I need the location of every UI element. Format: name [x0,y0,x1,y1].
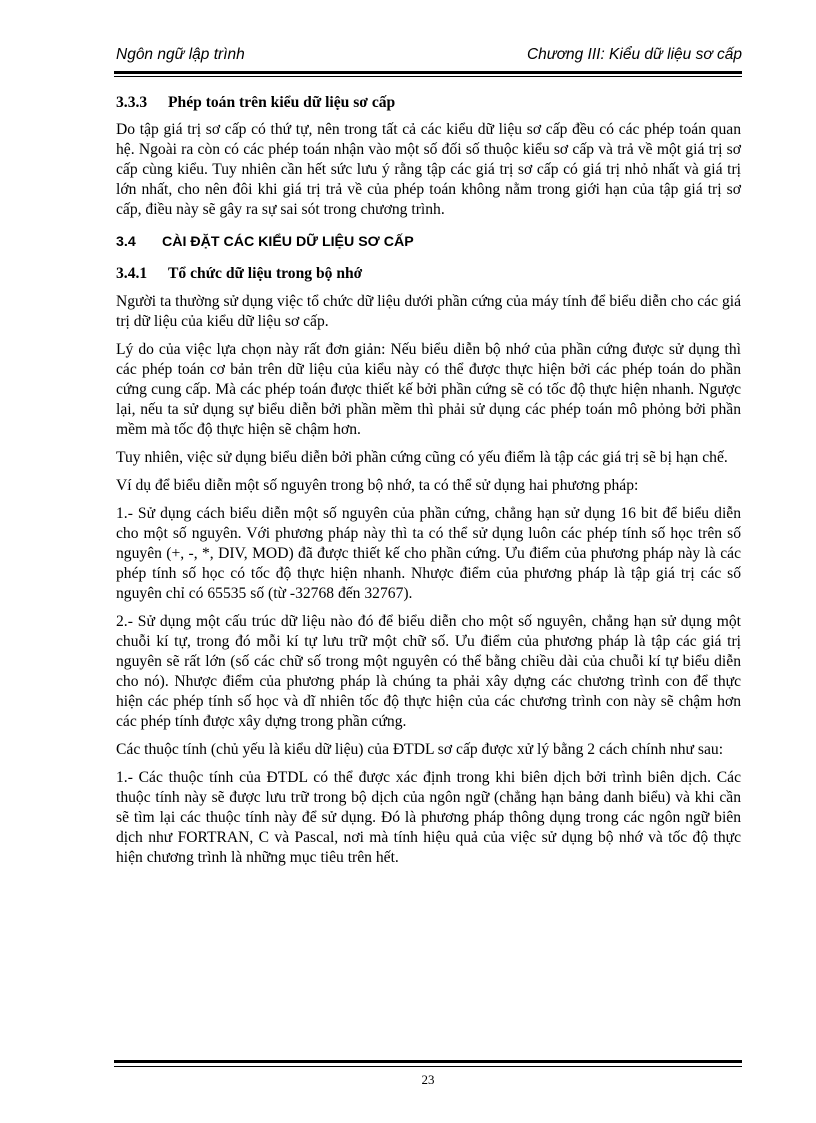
page-body [116,88,741,876]
paragraph: Người ta thường sử dụng việc tổ chức dữ liệu dưới phần cứng của máy tính để biểu diễn cho các giá trị dữ liệu của kiểu dữ liệu sơ cấp. [116,293,741,330]
section-title: CÀI ĐẶT CÁC KIỂU DỮ LIỆU SƠ CẤP [162,234,414,250]
paragraph: 2.- Sử dụng một cấu trúc dữ liệu nào đó để biểu diễn cho một số nguyên, chẳng hạn sử dụng một chuỗi kí tự, trong đó mỗi kí tự lưu trữ một chữ số. Ưu điểm của phương pháp là tập các giá trị nguyên sẽ rất lớn (số các chữ số trong một nguyên có thể bằng chiều dài của chuỗi kí tự biểu diễn cho nó). Nhược điểm của phương pháp là chúng ta phải xây dựng các chương trình con để thực hiện các phép tính số học và dĩ nhiên tốc độ thực hiện của các chương trình con này sẽ chậm hơn các phép tính được xây dựng trong phần cứng. [116,613,741,730]
header-rule-thick [114,71,742,74]
header-book-title: Ngôn ngữ lập trình [116,46,245,63]
paragraph: Các thuộc tính (chủ yếu là kiểu dữ liệu) của ĐTDL sơ cấp được xử lý bằng 2 cách chính như sau: [116,741,724,758]
section-number: 3.4.1 [116,265,148,282]
page-header [116,46,742,68]
paragraph: Ví dụ để biểu diễn một số nguyên trong bộ nhớ, ta có thể sử dụng hai phương pháp: [116,477,639,494]
paragraph: Lý do của việc lựa chọn này rất đơn giản: Nếu biểu diễn bộ nhớ của phần cứng được sử dụng thì các phép toán cơ bản trên dữ liệu của kiểu này có thể được thực hiện bởi các phép toán do phần cứng cung cấp. Mà các phép toán được thiết kế bởi phần cứng sẽ có tốc độ thực hiện nhanh. Ngược lại, nếu ta sử dụng sự biểu diễn bởi phần mềm thì phải sử dụng các phép toán mô phỏng bởi phần mềm mà tốc độ thực hiện sẽ chậm hơn. [116,341,741,438]
paragraph: 1.- Các thuộc tính của ĐTDL có thể được xác định trong khi biên dịch bởi trình biên dịch. Các thuộc tính này sẽ được lưu trữ trong bộ dịch của ngôn ngữ (chẳng hạn bảng danh biểu) và khi cần sẽ tìm lại các thuộc tính này để sử dụng. Đó là phương pháp thông dụng trong các ngôn ngữ biên dịch như FORTRAN, C và Pascal, nơi mà tính hiệu quả của việc sử dụng bộ nhớ và tốc độ thực hiện chương trình là những mục tiêu trên hết. [116,769,741,866]
paragraph: Tuy nhiên, việc sử dụng biểu diễn bởi phần cứng cũng có yếu điểm là tập các giá trị sẽ bị hạn chế. [116,449,728,466]
section-heading-3-4 [116,232,741,252]
footer-rule-thick [114,1060,742,1063]
section-number: 3.3.3 [116,94,148,111]
footer-rule-thin [114,1066,742,1067]
header-chapter-title: Chương III: Kiểu dữ liệu sơ cấp [526,46,742,63]
section-title: Tổ chức dữ liệu trong bộ nhớ [168,265,363,282]
section-heading-3-4-1 [116,264,741,284]
paragraph: Do tập giá trị sơ cấp có thứ tự, nên trong tất cả các kiểu dữ liệu sơ cấp đều có các phép toán quan hệ. Ngoài ra còn có các phép toán nhận vào một số đối số thuộc kiểu sơ cấp và trả về một giá trị sơ cấp cùng kiểu. Tuy nhiên cần hết sức lưu ý rằng tập các giá trị sơ cấp có giá trị nhỏ nhất và giá trị lớn nhất, cho nên đôi khi giá trị trả về của phép toán không nằm trong giới hạn của tập giá trị sơ cấp, điều này sẽ gây ra sự sai sót trong chương trình. [116,121,741,218]
header-rule-thin [114,76,742,77]
section-number: 3.4 [116,234,136,250]
section-heading-3-3-3 [116,93,741,113]
section-title: Phép toán trên kiểu dữ liệu sơ cấp [168,94,396,111]
page-number: 23 [421,1072,435,1087]
paragraph: 1.- Sử dụng cách biểu diễn một số nguyên của phần cứng, chẳng hạn sử dụng 16 bit để biểu diễn cho một số nguyên. Với phương pháp này thì ta có thể sử dụng luôn các phép tính số học trên số nguyên (+, -, *, DIV, MOD) đã được thiết kế cho phần cứng. Ưu điểm của phương pháp này là các phép tính số học có tốc độ thực hiện nhanh. Nhược điểm của phương pháp là tập giá trị các số nguyên chỉ có 65535 số (từ -32768 đến 32767). [116,505,741,602]
